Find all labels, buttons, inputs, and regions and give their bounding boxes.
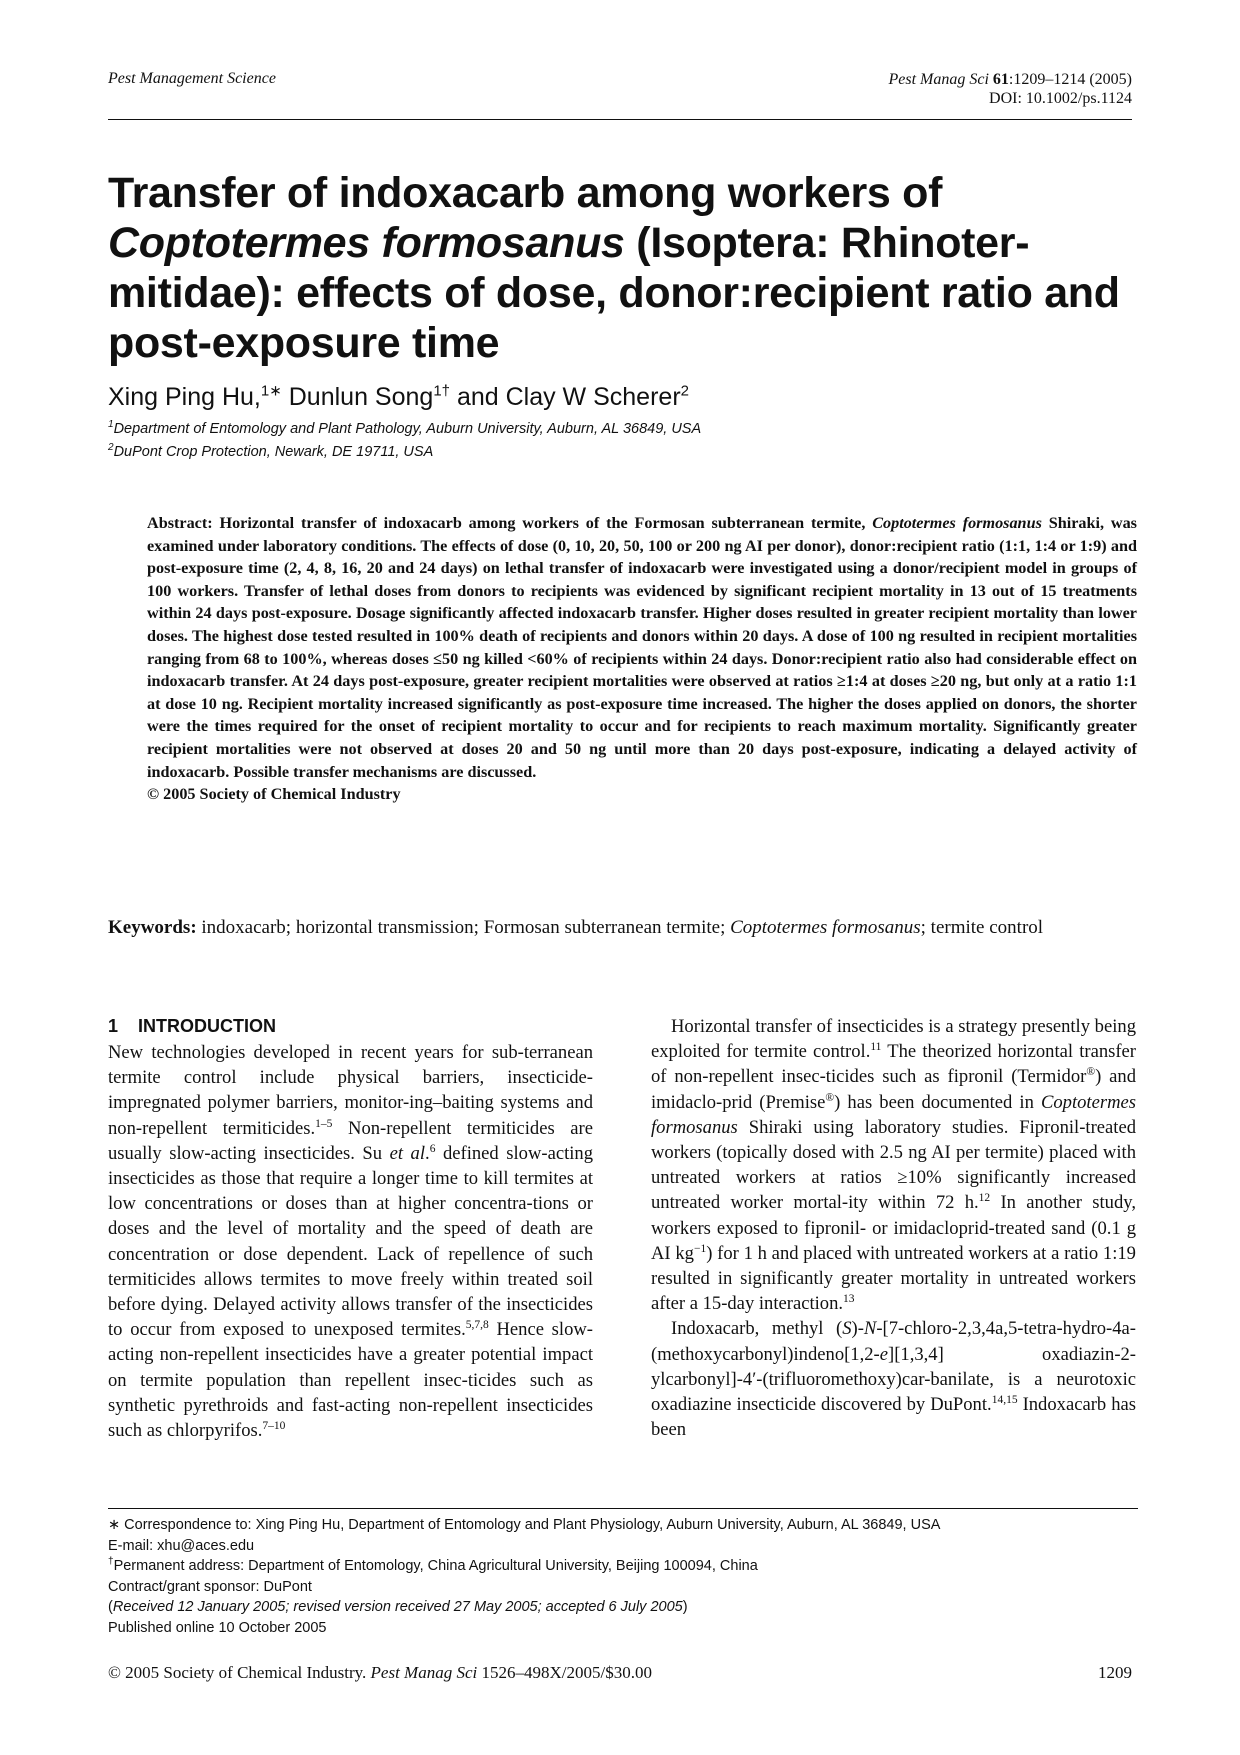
footnote-correspondence: ∗ Correspondence to: Xing Ping Hu, Department of Entomology and Plant Physiology, Auburn University, Auburn, AL 36849, USA xyxy=(108,1517,941,1533)
footnote-received-text: Received 12 January 2005; revised version received 27 May 2005; accepted 6 July 2005 xyxy=(112,1599,683,1616)
author-1: Xing Ping Hu, xyxy=(108,383,261,411)
p1-ref-4: 7–10 xyxy=(262,1419,286,1432)
citation-pages: :1209–1214 (2005) xyxy=(1008,71,1132,88)
p2-registered-1: ® xyxy=(1086,1066,1096,1079)
article-title xyxy=(108,168,1138,368)
abstract-species: Coptotermes formosanus xyxy=(872,514,1042,532)
affiliations xyxy=(108,418,701,464)
affiliation-2-sup: 2 xyxy=(108,442,114,454)
running-head xyxy=(108,68,1132,120)
footnote-published: Published online 10 October 2005 xyxy=(108,1619,327,1636)
affiliation-1 xyxy=(108,418,701,441)
body-column-right xyxy=(651,1014,1136,1442)
author-list xyxy=(108,382,689,412)
footer-journal: Pest Manag Sci xyxy=(370,1663,478,1682)
footnote-email: E-mail: xhu@aces.edu xyxy=(108,1537,255,1554)
affiliation-1-sup: 1 xyxy=(108,419,114,431)
p2-text-6: In another study, workers exposed to fipronil- or imidacloprid-treated sand (0.1 g AI kg xyxy=(651,1192,1136,1264)
section-title: INTRODUCTION xyxy=(138,1016,276,1036)
keywords-label: Keywords: xyxy=(108,917,197,938)
p2-text-1: Horizontal transfer of insecticides is a strategy presently being exploited for termite control. xyxy=(651,1016,1136,1063)
footer-copyright xyxy=(108,1663,652,1682)
keywords-text-1: indoxacarb; horizontal transmission; Formosan subterranean termite; xyxy=(196,917,731,938)
footnote-sponsor: Contract/grant sponsor: DuPont xyxy=(108,1578,312,1595)
footnote-paren-open: ( xyxy=(108,1599,113,1616)
author-1-sup: 1∗ xyxy=(260,382,282,400)
title-part-1: Transfer of indoxacarb among workers of xyxy=(108,169,943,217)
footer-copyright-text: © 2005 Society of Chemical Industry. xyxy=(108,1663,371,1682)
page-footer xyxy=(108,1663,1132,1683)
p2-ref-1: 11 xyxy=(870,1041,882,1054)
p3-ref-1: 14,15 xyxy=(991,1393,1018,1406)
body-column-left xyxy=(108,1014,593,1443)
keywords-species: Coptotermes formosanus xyxy=(730,917,921,938)
p2-ref-3: 13 xyxy=(843,1293,855,1306)
citation-journal: Pest Manag Sci xyxy=(888,71,989,88)
p1-text-3: . xyxy=(425,1142,430,1164)
footnote-paren-close: ) xyxy=(682,1599,688,1616)
journal-name: Pest Management Science xyxy=(108,70,276,87)
p2-ref-2: 12 xyxy=(978,1192,991,1205)
intro-paragraph-3 xyxy=(651,1316,1136,1442)
abstract xyxy=(147,512,1137,806)
p2-text-2: The theorized horizontal transfer of non-repellent insec-ticides such as fipronil (Termidor xyxy=(651,1041,1136,1088)
author-2-sup: 1† xyxy=(433,382,450,400)
footnotes xyxy=(108,1515,1138,1639)
title-species: Coptotermes formosanus xyxy=(108,219,625,267)
p2-text-3: ) and imidaclo-prid (Premise xyxy=(651,1066,1137,1113)
abstract-copyright: © 2005 Society of Chemical Industry xyxy=(147,785,401,804)
page-number: 1209 xyxy=(1098,1663,1132,1682)
p1-text-4: defined slow-acting insecticides as those that require a longer time to kill termites at low concentrations or doses than at higher concentra-tions or doses and the level of mortality and the speed of death are concentration or dose dependent. Lack of repellence of such termiticides allows termites to move freely within treated soil before dying. Delayed activity allows transfer of the insecticides to occur from exposed to unexposed termites. xyxy=(108,1142,593,1341)
p1-ref-2: 6 xyxy=(429,1142,436,1155)
affiliation-2-text: DuPont Crop Protection, Newark, DE 19711, USA xyxy=(113,444,434,460)
title-part-2: (Isoptera: Rhinoter-mitidae): effects of dose, donor:recipient ratio and post-exposure time xyxy=(108,219,1120,367)
p1-text-1: New technologies developed in recent years for sub-terranean termite control include physical barriers, insecticide-impregnated polymer barriers, monitor-ing–baiting systems and non-repellent termiticides. xyxy=(108,1042,593,1139)
p1-text-2: Non-repellent termiticides are usually slow-acting insecticides. Su xyxy=(108,1117,593,1164)
p3-text-5: Indoxacarb has been xyxy=(651,1394,1136,1441)
author-3: and Clay W Scherer xyxy=(450,383,681,411)
p2-species: Coptotermes formosanus xyxy=(651,1091,1136,1138)
footnote-rule xyxy=(108,1508,1138,1509)
intro-paragraph-2 xyxy=(651,1014,1136,1316)
citation-block xyxy=(888,70,1132,108)
citation-line xyxy=(888,70,1132,89)
p2-text-5: Shiraki using laboratory studies. Fipronil-treated workers (topically dosed with 2.5 ng AI per termite) placed with untreated workers at ratios ≥10% significantly increased untreated worker mortal-ity within 72 h. xyxy=(651,1116,1136,1214)
p3-e-italic: e xyxy=(879,1343,889,1365)
p2-text-4: ) has been documented in xyxy=(834,1091,1041,1113)
citation-volume: 61 xyxy=(992,71,1009,88)
keywords xyxy=(108,915,1138,940)
abstract-lead: Abstract: Horizontal transfer of indoxacarb among workers of the Formosan subterranean termite, xyxy=(147,514,873,532)
footnote-received xyxy=(108,1597,1138,1618)
section-number: 1 xyxy=(108,1016,119,1036)
p3-text-2: )- xyxy=(851,1318,864,1340)
footnote-permanent-address xyxy=(108,1556,1138,1577)
p3-text-3: -[7-chloro-2,3,4a,5-tetra-hydro-4a-(methoxycarbonyl)indeno[1,2- xyxy=(651,1318,1136,1365)
p2-exponent: −1 xyxy=(693,1242,707,1255)
p1-text-5: Hence slow-acting non-repellent insecticides have a greater potential impact on termite population than repellent insec-ticides such as synthetic pyrethroids and fast-acting non-repellent insecticides such as chlorpyrifos. xyxy=(108,1319,593,1442)
p2-text-7: ) for 1 h and placed with untreated workers at a ratio 1:19 resulted in significantly greater mortality in untreated workers after a 15-day interaction. xyxy=(651,1242,1136,1315)
footnote-permanent-address-text: Permanent address: Department of Entomology, China Agricultural University, Beijing 100094, China xyxy=(113,1558,758,1575)
footnote-dagger: † xyxy=(108,1556,114,1568)
abstract-body: Shiraki, was examined under laboratory conditions. The effects of dose (0, 10, 20, 50, 100 or 200 ng AI per donor), donor:recipient ratio (1:1, 1:4 or 1:9) and post-exposure time (2, 4, 8, 16, 20 and 24 days) on lethal transfer of indoxacarb were investigated using a donor/recipient model in groups of 100 workers. Transfer of lethal doses from donors to recipients was evidenced by significant recipient mortality in 13 out of 15 treatments within 24 days post-exposure. Dosage significantly affected indoxacarb transfer. Higher doses resulted in greater recipient mortality than lower doses. The highest dose tested resulted in 100% death of recipients and donors within 20 days. A dose of 100 ng resulted in recipient mortalities ranging from 68 to 100%, whereas doses ≤50 ng killed <60% of recipients within 24 days. Donor:recipient ratio also had considerable effect on indoxacarb transfer. At 24 days post-exposure, greater recipient mortalities were observed at ratios ≥1:4 at doses ≥20 ng, but only at a ratio 1:1 at dose 10 ng. Recipient mortality increased significantly as post-exposure time increased. The higher the doses applied on donors, the shorter were the times required for the onset of recipient mortality to occur and for recipients to reach maximum mortality. Significantly greater recipient mortalities were not observed at doses 20 and 50 ng until more than 20 days post-exposure, indicating a delayed activity of indoxacarb. Possible transfer mechanisms are discussed. xyxy=(147,514,1137,781)
footer-issn: 1526–498X/2005/$30.00 xyxy=(477,1663,652,1682)
author-3-sup: 2 xyxy=(680,382,689,400)
keywords-text-2: ; termite control xyxy=(920,917,1044,938)
doi: DOI: 10.1002/ps.1124 xyxy=(989,90,1132,107)
p1-et-al: et al xyxy=(389,1142,426,1164)
p1-ref-1: 1–5 xyxy=(315,1117,333,1130)
section-heading xyxy=(108,1014,593,1039)
p2-registered-2: ® xyxy=(825,1091,835,1104)
intro-paragraph-1 xyxy=(108,1040,593,1443)
p3-text-4: ][1,3,4] oxadiazin-2-ylcarbonyl]-4′-(trifluoromethoxy)car-banilate, is a neurotoxic oxadiazine insecticide discovered by DuPont. xyxy=(651,1343,1136,1416)
affiliation-1-text: Department of Entomology and Plant Pathology, Auburn University, Auburn, AL 36849, USA xyxy=(113,421,702,437)
p3-n-italic: N xyxy=(863,1318,877,1340)
p3-text-1: Indoxacarb, methyl ( xyxy=(671,1318,843,1340)
p3-s-italic: S xyxy=(842,1318,852,1340)
affiliation-2 xyxy=(108,441,701,464)
p1-ref-3: 5,7,8 xyxy=(465,1319,489,1332)
author-2: Dunlun Song xyxy=(281,383,434,411)
